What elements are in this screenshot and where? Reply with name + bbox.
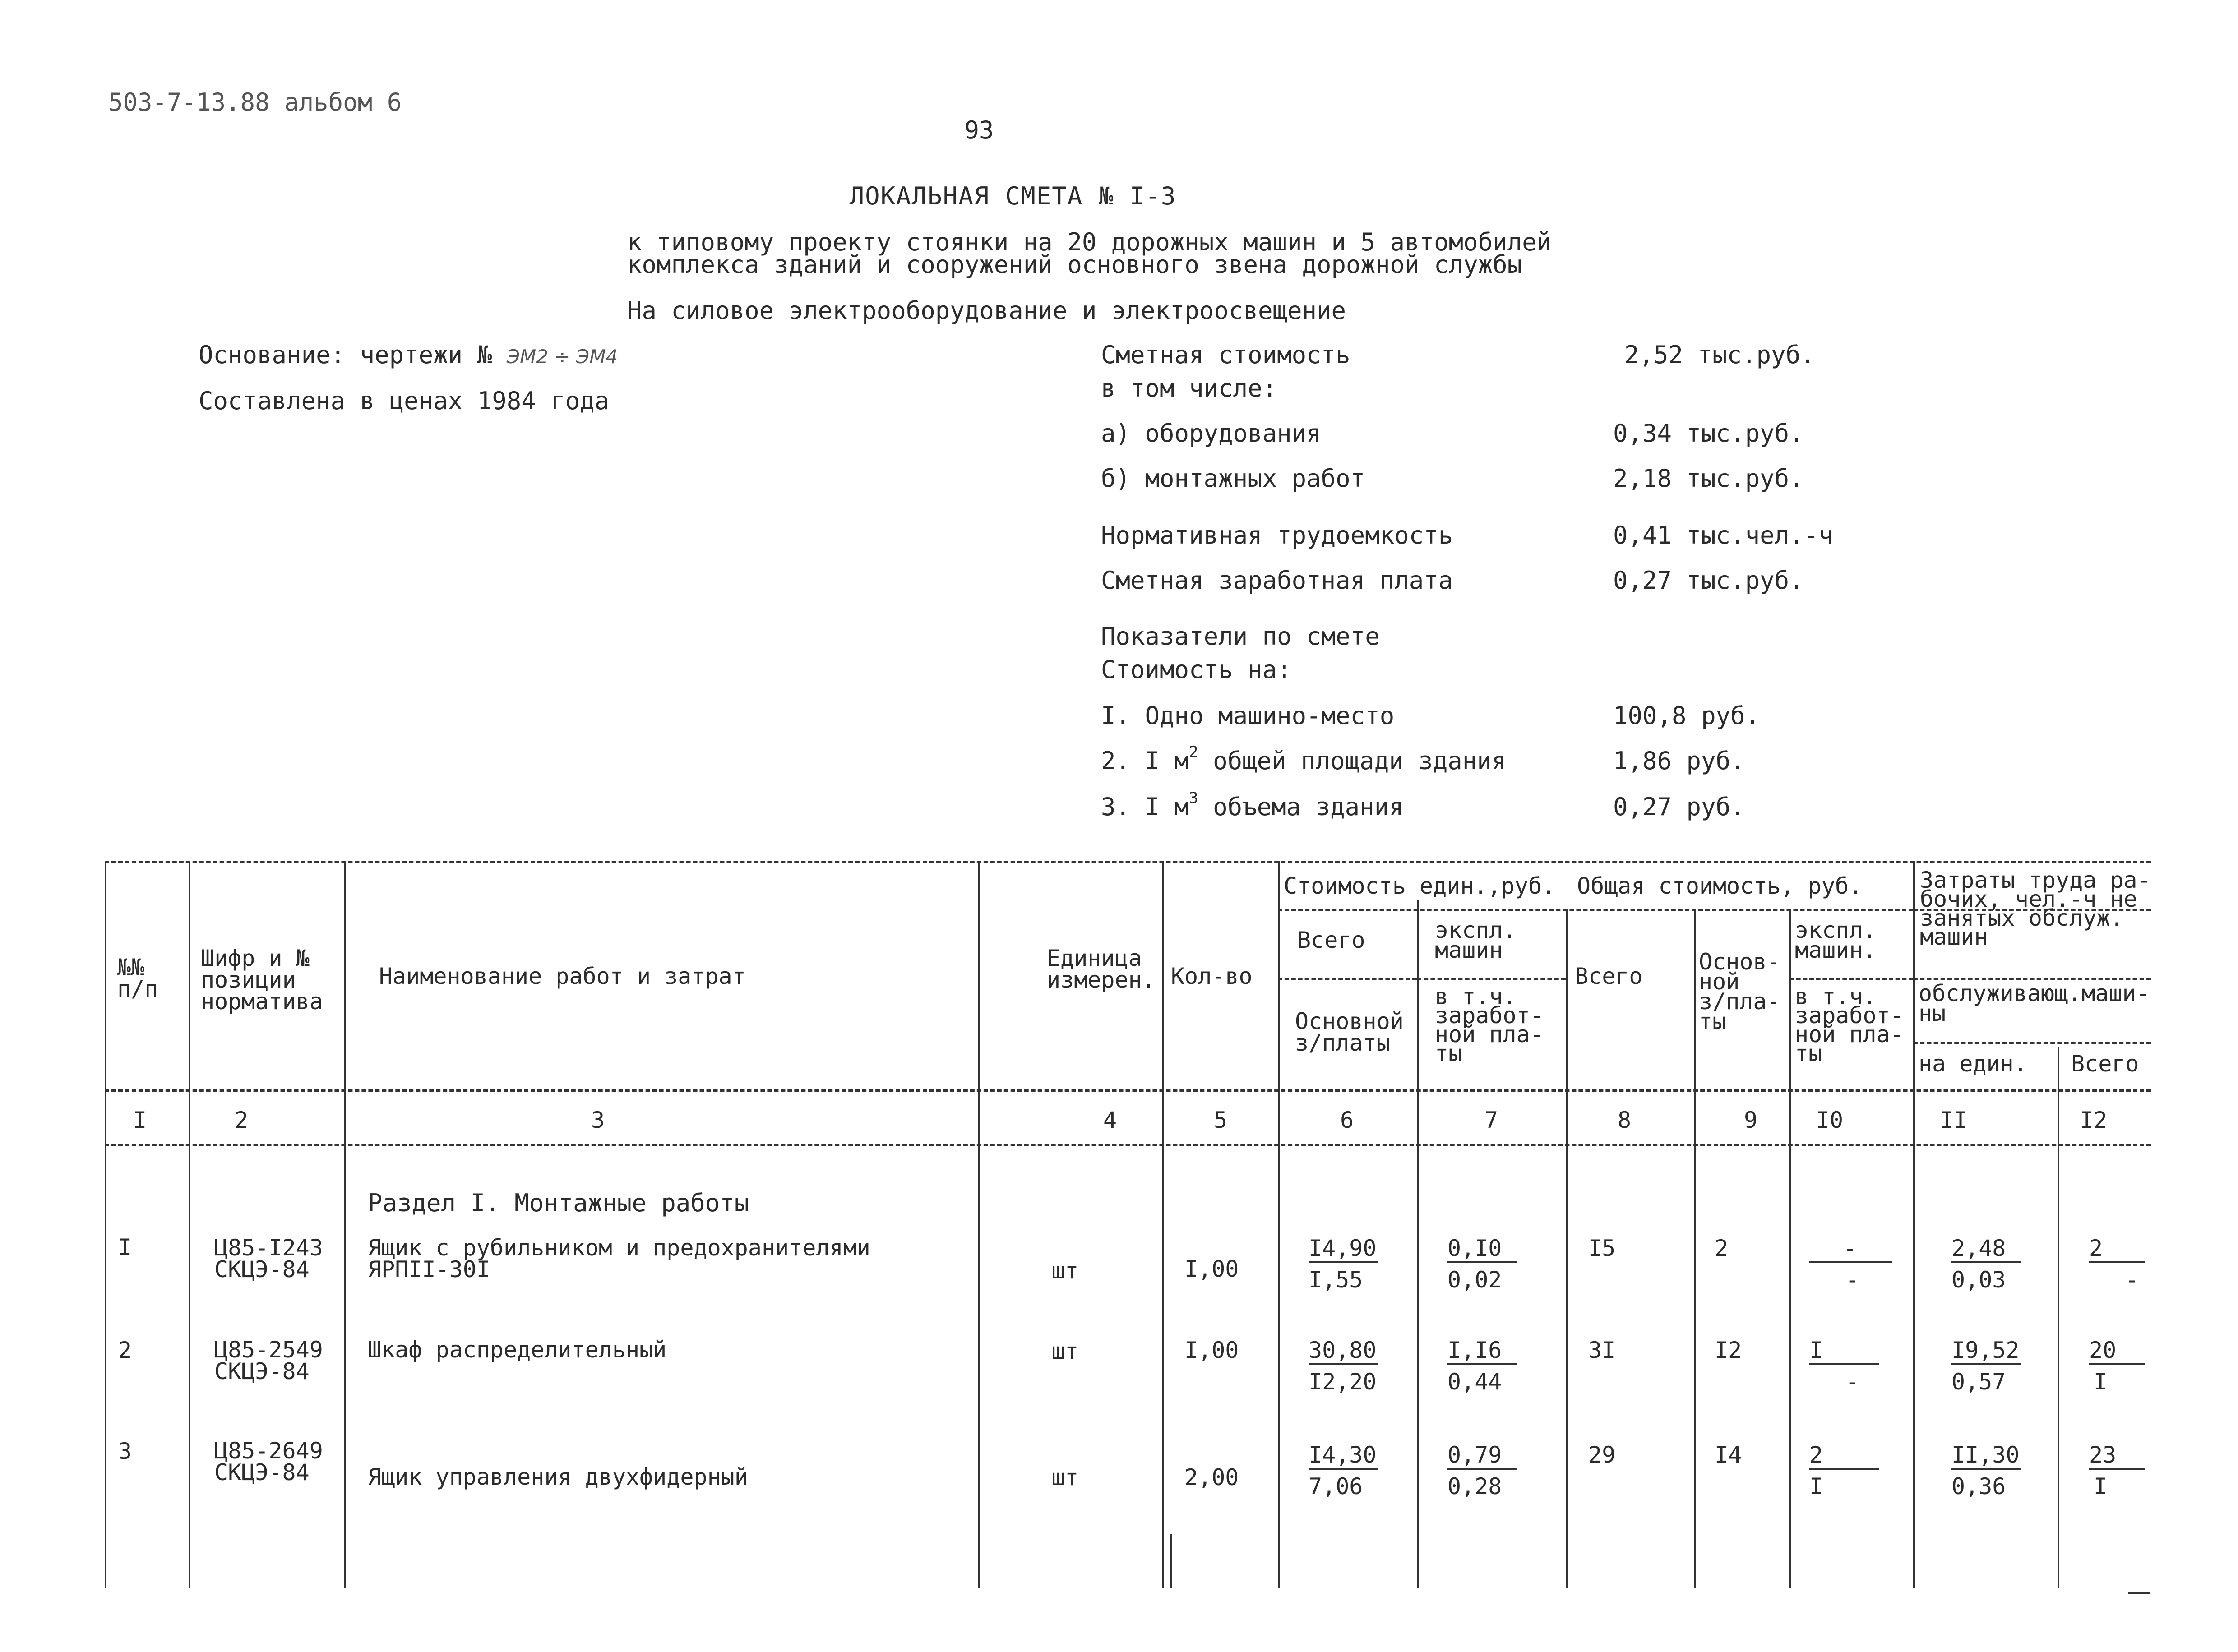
- indicator-3-label: [1101, 789, 1404, 821]
- row-lab-unit-top-cell: [1951, 1444, 2021, 1470]
- header-tc-mach-wage: в т.ч. заработ- ной пла- ты: [1795, 983, 1904, 1066]
- col-sep-8: [1694, 909, 1696, 1588]
- col-sep-2: [344, 861, 346, 1588]
- table-top-border: [105, 861, 2151, 863]
- row-name: Ящик управления двухфидерный: [368, 1464, 748, 1490]
- header-lab-total: Всего: [2071, 1051, 2139, 1077]
- header-rule-tc-mach: [1789, 978, 1913, 980]
- row-lab-total-top: 23: [2089, 1444, 2145, 1470]
- labor-label: Нормативная трудоемкость: [1101, 521, 1453, 549]
- row-uc-total: 30,80: [1309, 1339, 1378, 1365]
- header-uc-mach-wage: в т.ч. заработ- ной пла- ты: [1435, 983, 1544, 1066]
- row-uc-total: I4,30: [1309, 1444, 1378, 1470]
- row-tc-mach-cell: [1809, 1339, 1879, 1365]
- row-uc-total-cell: [1309, 1444, 1378, 1470]
- row-lab-unit-bot: 0,36: [1951, 1473, 2006, 1500]
- header-total-cost: Общая стоимость, руб.: [1577, 873, 1863, 899]
- header-uc-base: Основной з/платы: [1295, 1008, 1404, 1056]
- col-sep-9: [1789, 909, 1791, 1588]
- row-tc-total: 3I: [1588, 1337, 1616, 1363]
- cost-on-label: Стоимость на:: [1101, 655, 1292, 684]
- row-tc-mach-wage: -: [1845, 1267, 1859, 1293]
- row-uc-mach-cell: [1447, 1444, 1517, 1470]
- header-lab-unit: на един.: [1919, 1051, 2027, 1077]
- row-tc-mach: I: [1809, 1339, 1879, 1365]
- indicator-2-value: 1,86 руб.: [1613, 747, 1745, 775]
- document-code: 503-7-13.88 альбом 6: [108, 88, 402, 116]
- row-uc-mach: I,I6: [1447, 1339, 1517, 1365]
- col-sep-10: [1913, 861, 1915, 1588]
- equipment-value: 0,34 тыс.руб.: [1613, 419, 1804, 448]
- page-number: 93: [964, 116, 994, 144]
- installation-label: б) монтажных работ: [1101, 464, 1365, 493]
- row-tc-mach-wage: I: [1809, 1473, 1823, 1500]
- subject-line: На силовое электрооборудование и электроосвещение: [627, 296, 1346, 325]
- indicator-2-sup: 2: [1189, 743, 1198, 761]
- row-code: Ц85-2549 СКЦЭ-84: [214, 1337, 323, 1384]
- wage-value: 0,27 тыс.руб.: [1613, 566, 1804, 595]
- row-qty: I,00: [1184, 1337, 1239, 1363]
- row-lab-unit-top: 2,48: [1951, 1237, 2021, 1263]
- col-sep-7: [1566, 909, 1568, 1588]
- col-sep-4: [1162, 861, 1164, 1588]
- row-uc-base: I,55: [1309, 1267, 1363, 1293]
- row-lab-unit-bot: 0,57: [1951, 1369, 2006, 1395]
- col-number-6: 6: [1340, 1107, 1354, 1133]
- row-lab-total-bot: I: [2094, 1473, 2108, 1500]
- indicator-3-value: 0,27 руб.: [1613, 793, 1745, 821]
- col-sep-11: [2058, 1047, 2059, 1588]
- indicator-1-label: I. Одно машино-место: [1101, 701, 1395, 730]
- row-uc-mach: 0,79: [1447, 1444, 1517, 1470]
- col-sep-1: [189, 861, 190, 1588]
- col-number-4: 4: [1103, 1107, 1117, 1133]
- row-tc-total: 29: [1588, 1442, 1616, 1468]
- section-title: Раздел I. Монтажные работы: [368, 1189, 749, 1217]
- row-lab-unit-top-cell: [1951, 1339, 2021, 1365]
- row-tc-base: 2: [1715, 1235, 1729, 1261]
- cost-label: Сметная стоимость: [1101, 341, 1350, 369]
- installation-value: 2,18 тыс.руб.: [1613, 464, 1804, 493]
- page-title: ЛОКАЛЬНАЯ СМЕТА № I-3: [849, 182, 1177, 210]
- indicator-2-label: [1101, 743, 1507, 775]
- row-unit: шт: [1051, 1464, 1079, 1490]
- col-number-1: I: [133, 1107, 147, 1133]
- row-uc-mach-cell: [1447, 1237, 1517, 1263]
- row-tc-total: I5: [1588, 1235, 1616, 1261]
- col-number-12: I2: [2080, 1107, 2108, 1133]
- row-name: Шкаф распределительный: [368, 1337, 667, 1363]
- column-numbers-rule: [105, 1144, 2151, 1146]
- subtitle-line-2: комплекса зданий и сооружений основного звена дорожной службы: [627, 250, 1522, 279]
- header-qty: Кол-во: [1171, 963, 1253, 989]
- row-lab-total-top: 2: [2089, 1237, 2145, 1263]
- row-lab-total-bot: I: [2094, 1369, 2108, 1395]
- header-rule-uc-mach: [1417, 978, 1566, 980]
- row-uc-total-cell: [1309, 1339, 1378, 1365]
- col-number-2: 2: [234, 1107, 249, 1133]
- wage-label: Сметная заработная плата: [1101, 566, 1453, 595]
- col-number-5: 5: [1213, 1107, 1228, 1133]
- header-rule-labor-3: [1913, 1042, 2151, 1044]
- col-sep-6: [1417, 900, 1419, 1588]
- row-tc-mach-cell: [1809, 1444, 1879, 1470]
- indicator-3-prefix: 3. I м: [1101, 793, 1189, 821]
- header-uc-total: Всего: [1297, 927, 1365, 953]
- row-lab-total-bot: -: [2125, 1267, 2139, 1293]
- col-number-9: 9: [1743, 1107, 1758, 1133]
- col-number-11: II: [1940, 1107, 1968, 1133]
- header-tc-mach: экспл. машин.: [1795, 917, 1877, 963]
- indicator-3-suffix: объема здания: [1198, 793, 1404, 821]
- row-qty: 2,00: [1184, 1464, 1239, 1490]
- table-left-border: [105, 861, 106, 1588]
- indicator-3-sup: 3: [1189, 789, 1198, 807]
- col-sep-3: [978, 861, 980, 1588]
- col-number-7: 7: [1484, 1107, 1498, 1133]
- header-tc-total: Всего: [1575, 963, 1643, 989]
- col-number-10: I0: [1816, 1107, 1844, 1133]
- header-tc-base: Основ- ной з/пла- ты: [1699, 949, 1780, 1034]
- prices-line: Составлена в ценах 1984 года: [199, 387, 610, 415]
- row-tc-mach: 2: [1809, 1444, 1879, 1470]
- subtitle-line-1: к типовому проекту стоянки на 20 дорожных машин и 5 автомобилей: [627, 228, 1552, 256]
- row-num: 3: [118, 1438, 132, 1464]
- row-uc-base: 7,06: [1309, 1473, 1363, 1500]
- row-uc-total: I4,90: [1309, 1237, 1378, 1263]
- row-unit: шт: [1051, 1338, 1079, 1364]
- equipment-label: а) оборудования: [1101, 419, 1321, 448]
- row-name: Ящик с рубильником и предохранителями ЯРПII-30I: [368, 1235, 870, 1283]
- basis-label: Основание: чертежи №: [199, 341, 492, 369]
- row-qty: I,00: [1184, 1256, 1239, 1282]
- row-tc-mach-cell: [1809, 1237, 1892, 1263]
- basis-line: [199, 343, 618, 367]
- row-uc-base: I2,20: [1309, 1369, 1377, 1395]
- header-uc-mach: экспл. машин: [1435, 917, 1517, 963]
- col-sep-5: [1278, 861, 1280, 1588]
- indicators-label: Показатели по смете: [1101, 622, 1380, 651]
- indicator-2-suffix: общей площади здания: [1198, 747, 1507, 775]
- row-tc-base: I2: [1715, 1337, 1742, 1363]
- row-uc-mach-wage: 0,28: [1447, 1473, 1502, 1500]
- indicator-2-prefix: 2. I м: [1101, 747, 1189, 775]
- bottom-right-mark: [2128, 1592, 2150, 1594]
- header-lab-mach: обслуживающ.маши- ны: [1919, 980, 2150, 1026]
- header-code: Шифр и № позиции норматива: [201, 945, 323, 1015]
- header-unit-cost: Стоимость един.,руб.: [1284, 873, 1556, 899]
- row-unit: шт: [1051, 1258, 1079, 1284]
- row-uc-mach-wage: 0,02: [1447, 1267, 1502, 1293]
- row-lab-total-top-cell: [2089, 1339, 2145, 1365]
- labor-value: 0,41 тыс.чел.-ч: [1613, 521, 1833, 549]
- row-lab-unit-top-cell: [1951, 1237, 2021, 1263]
- header-num: №№ п/п: [117, 954, 158, 1002]
- basis-handwritten: ЭМ2 ÷ ЭМ4: [506, 346, 618, 368]
- row-lab-unit-top: II,30: [1951, 1444, 2021, 1470]
- header-rule-uc-total: [1278, 978, 1417, 980]
- row-tc-base: I4: [1715, 1442, 1742, 1468]
- header-bottom-rule: [105, 1089, 2151, 1092]
- row-tc-mach: -: [1809, 1237, 1892, 1263]
- scan-double-line: [1170, 1534, 1172, 1588]
- indicator-1-value: 100,8 руб.: [1613, 701, 1760, 730]
- row-num: I: [118, 1234, 132, 1260]
- row-lab-total-top-cell: [2089, 1237, 2145, 1263]
- row-tc-mach-wage: -: [1845, 1369, 1859, 1395]
- row-lab-total-top-cell: [2089, 1444, 2145, 1470]
- row-code: Ц85-2649 СКЦЭ-84: [214, 1438, 323, 1486]
- row-uc-total-cell: [1309, 1237, 1378, 1263]
- header-name: Наименование работ и затрат: [379, 963, 746, 989]
- col-number-3: 3: [591, 1107, 605, 1133]
- row-lab-total-top: 20: [2089, 1339, 2145, 1365]
- header-rule-groups: [1278, 909, 1913, 911]
- col-number-8: 8: [1617, 1107, 1632, 1133]
- row-uc-mach: 0,I0: [1447, 1237, 1517, 1263]
- row-code: Ц85-I243 СКЦЭ-84: [214, 1235, 323, 1283]
- row-uc-mach-cell: [1447, 1339, 1517, 1365]
- row-num: 2: [118, 1337, 132, 1363]
- header-unit: Единица измерен.: [1047, 945, 1156, 993]
- including-label: в том числе:: [1101, 374, 1277, 402]
- row-lab-unit-bot: 0,03: [1951, 1267, 2006, 1293]
- row-uc-mach-wage: 0,44: [1447, 1369, 1502, 1395]
- row-lab-unit-top: I9,52: [1951, 1339, 2021, 1365]
- cost-value: 2,52 тыс.руб.: [1624, 341, 1815, 369]
- header-labor: Затраты труда ра- бочих, чел.-ч не занятых обслуж. машин: [1920, 867, 2151, 950]
